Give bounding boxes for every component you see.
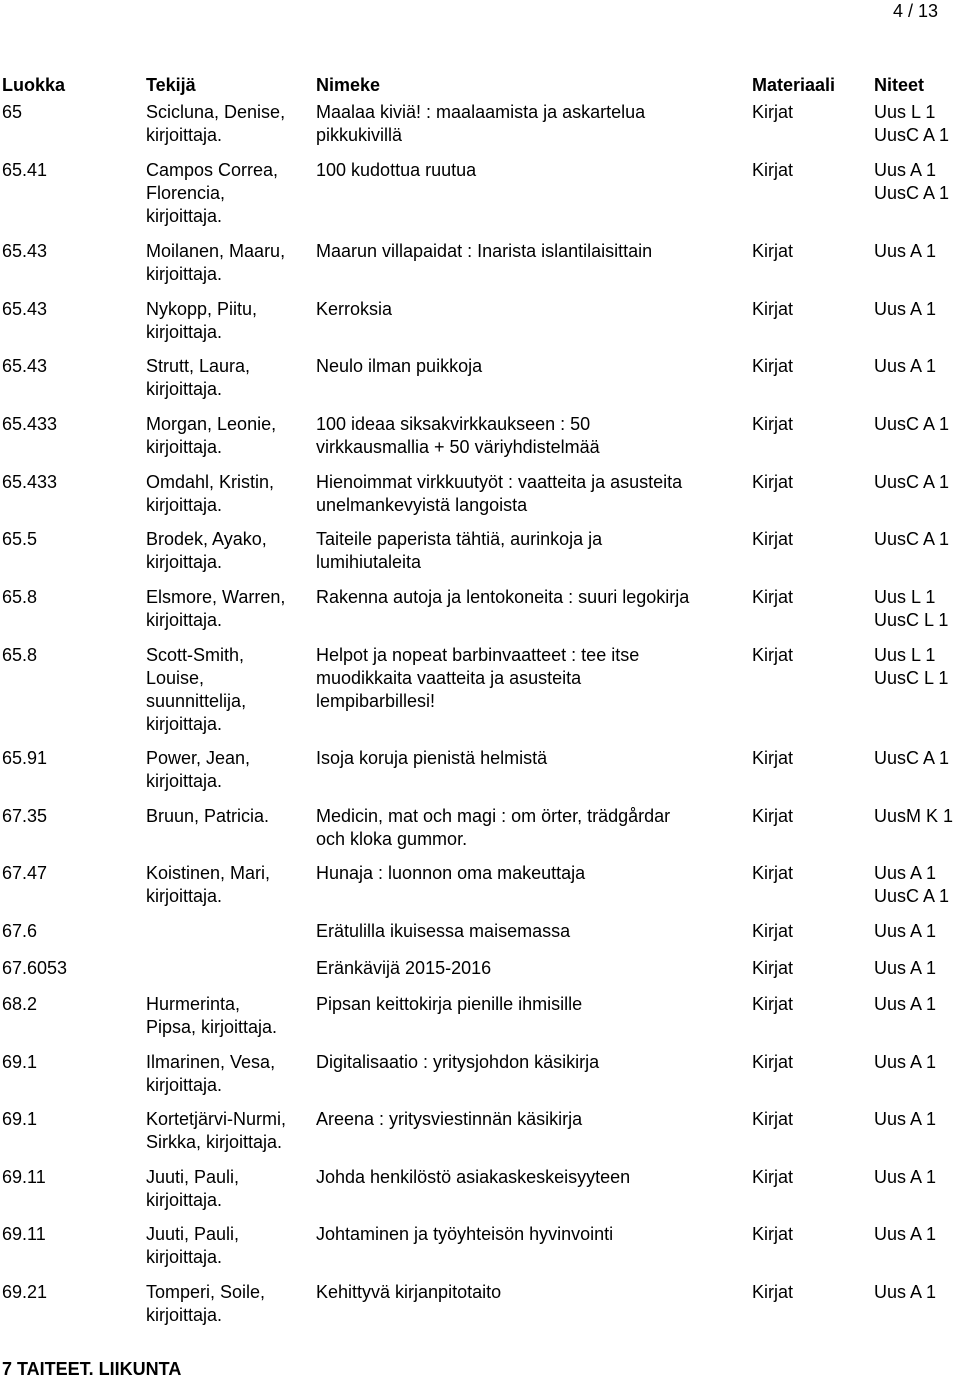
title-cell xyxy=(316,471,746,517)
title-cell-line: Hunaja : luonnon oma makeuttaja xyxy=(316,863,586,883)
copies-cell xyxy=(874,413,960,436)
class-code: 65.91 xyxy=(2,748,48,768)
class-code: 65.8 xyxy=(2,587,38,607)
author-cell-line: Juuti, Pauli, xyxy=(146,1224,240,1244)
author-cell-line: Ilmarinen, Vesa, xyxy=(146,1052,276,1072)
copies-cell-line: UusC A 1 xyxy=(874,414,950,434)
copies-cell xyxy=(874,993,960,1016)
copies-cell-line: Uus A 1 xyxy=(874,1167,937,1187)
class-code: 69.1 xyxy=(2,1052,38,1072)
title-cell xyxy=(316,1281,746,1304)
copies-cell xyxy=(874,957,960,980)
title-cell-line: Areena : yritysviestinnän käsikirja xyxy=(316,1109,583,1129)
title-cell-line: unelmankevyistä langoista xyxy=(316,495,528,515)
author-cell xyxy=(146,1223,311,1269)
author-cell-line: kirjoittaja. xyxy=(146,714,223,734)
author-cell-line: Bruun, Patricia. xyxy=(146,806,270,826)
author-cell-line: Morgan, Leonie, xyxy=(146,414,277,434)
material-cell: Kirjat xyxy=(752,102,794,122)
title-cell-line: Kehittyvä kirjanpitotaito xyxy=(316,1282,502,1302)
copies-cell xyxy=(874,805,960,828)
material-cell: Kirjat xyxy=(752,241,794,261)
author-cell-line: kirjoittaja. xyxy=(146,1190,223,1210)
copies-cell-line: UusC L 1 xyxy=(874,610,949,630)
title-cell-line: lumihiutaleita xyxy=(316,552,422,572)
author-cell-line: Louise, xyxy=(146,668,205,688)
material-cell: Kirjat xyxy=(752,299,794,319)
copies-cell xyxy=(874,1166,960,1189)
author-cell-line: Florencia, xyxy=(146,183,226,203)
author-cell-line: kirjoittaja. xyxy=(146,1305,223,1325)
copies-cell xyxy=(874,101,960,147)
material-cell: Kirjat xyxy=(752,587,794,607)
copies-cell xyxy=(874,471,960,494)
class-code: 65.41 xyxy=(2,160,48,180)
author-cell-line: Hurmerinta, xyxy=(146,994,241,1014)
copies-cell xyxy=(874,1223,960,1246)
class-code: 65.433 xyxy=(2,472,58,492)
header-material: Materiaali xyxy=(752,75,836,95)
copies-cell-line: Uus A 1 xyxy=(874,241,937,261)
author-cell-line: kirjoittaja. xyxy=(146,495,223,515)
title-cell xyxy=(316,1166,746,1189)
copies-cell-line: UusC A 1 xyxy=(874,183,950,203)
title-cell xyxy=(316,1051,746,1074)
author-cell-line: Nykopp, Piitu, xyxy=(146,299,258,319)
title-cell xyxy=(316,957,746,980)
copies-cell xyxy=(874,1281,960,1304)
title-cell xyxy=(316,159,746,182)
title-cell-line: Johda henkilöstö asiakaskeskeisyyteen xyxy=(316,1167,631,1187)
class-code: 69.11 xyxy=(2,1167,46,1187)
author-cell xyxy=(146,159,311,228)
copies-cell-line: Uus L 1 xyxy=(874,102,936,122)
author-cell-line: kirjoittaja. xyxy=(146,552,223,572)
class-code: 65 xyxy=(2,102,23,122)
material-cell: Kirjat xyxy=(752,921,794,941)
section-heading: 7 TAITEET. LIIKUNTA xyxy=(2,1359,182,1379)
copies-cell-line: Uus A 1 xyxy=(874,1282,937,1302)
class-code: 67.35 xyxy=(2,806,48,826)
table-header xyxy=(0,74,960,97)
author-cell-line: Strutt, Laura, xyxy=(146,356,251,376)
author-cell-line: Omdahl, Kristin, xyxy=(146,472,275,492)
title-cell xyxy=(316,528,746,574)
material-cell: Kirjat xyxy=(752,356,794,376)
title-cell-line: Medicin, mat och magi : om örter, trädgårdar xyxy=(316,806,671,826)
author-cell xyxy=(146,805,311,828)
author-cell xyxy=(146,862,311,908)
title-cell-line: Neulo ilman puikkoja xyxy=(316,356,483,376)
title-cell-line: Helpot ja nopeat barbinvaatteet : tee itse xyxy=(316,645,640,665)
title-cell xyxy=(316,586,746,609)
author-cell-line: kirjoittaja. xyxy=(146,771,223,791)
title-cell-line: pikkukivillä xyxy=(316,125,403,145)
title-cell xyxy=(316,1108,746,1131)
title-cell xyxy=(316,1223,746,1246)
copies-cell xyxy=(874,1108,960,1131)
title-cell-line: Isoja koruja pienistä helmistä xyxy=(316,748,548,768)
author-cell-line: kirjoittaja. xyxy=(146,206,223,226)
copies-cell-line: Uus A 1 xyxy=(874,1224,937,1244)
header-author: Tekijä xyxy=(146,75,196,95)
author-cell xyxy=(146,528,311,574)
copies-cell-line: Uus A 1 xyxy=(874,958,937,978)
copies-cell-line: Uus L 1 xyxy=(874,587,936,607)
class-code: 69.1 xyxy=(2,1109,38,1129)
copies-cell-line: UusC A 1 xyxy=(874,748,950,768)
title-cell xyxy=(316,805,746,851)
author-cell xyxy=(146,298,311,344)
class-code: 67.47 xyxy=(2,863,48,883)
author-cell-line: Sirkka, kirjoittaja. xyxy=(146,1132,283,1152)
material-cell: Kirjat xyxy=(752,994,794,1014)
material-cell: Kirjat xyxy=(752,472,794,492)
title-cell-line: Hienoimmat virkkuutyöt : vaatteita ja asusteita xyxy=(316,472,683,492)
author-cell-line: Campos Correa, xyxy=(146,160,279,180)
class-code: 67.6 xyxy=(2,921,38,941)
material-cell: Kirjat xyxy=(752,1224,794,1244)
title-cell-line: lempibarbillesi! xyxy=(316,691,436,711)
author-cell-line: Scicluna, Denise, xyxy=(146,102,286,122)
author-cell-line: Scott-Smith, xyxy=(146,645,245,665)
title-cell-line: Taiteile paperista tähtiä, aurinkoja ja xyxy=(316,529,603,549)
header-class: Luokka xyxy=(2,75,66,95)
author-cell-line: kirjoittaja. xyxy=(146,322,223,342)
author-cell xyxy=(146,471,311,517)
author-cell xyxy=(146,644,311,736)
material-cell: Kirjat xyxy=(752,529,794,549)
material-cell: Kirjat xyxy=(752,1167,794,1187)
author-cell xyxy=(146,240,311,286)
header-copies: Niteet xyxy=(874,75,925,95)
author-cell-line: Power, Jean, xyxy=(146,748,251,768)
author-cell-line: Tomperi, Soile, xyxy=(146,1282,266,1302)
title-cell-line: 100 kudottua ruutua xyxy=(316,160,477,180)
author-cell-line: Pipsa, kirjoittaja. xyxy=(146,1017,278,1037)
copies-cell xyxy=(874,862,960,908)
material-cell: Kirjat xyxy=(752,958,794,978)
title-cell-line: Erätulilla ikuisessa maisemassa xyxy=(316,921,571,941)
title-cell xyxy=(316,644,746,713)
copies-cell-line: Uus A 1 xyxy=(874,863,937,883)
title-cell xyxy=(316,101,746,147)
page-number: 4 / 13 xyxy=(892,1,938,21)
title-cell xyxy=(316,355,746,378)
class-code: 69.21 xyxy=(2,1282,48,1302)
author-cell-line: Juuti, Pauli, xyxy=(146,1167,240,1187)
copies-cell-line: Uus A 1 xyxy=(874,160,937,180)
copies-cell-line: Uus A 1 xyxy=(874,1109,937,1129)
header-title: Nimeke xyxy=(316,75,381,95)
title-cell-line: Kerroksia xyxy=(316,299,393,319)
title-cell-line: Maarun villapaidat : Inarista islantilaisittain xyxy=(316,241,653,261)
class-code: 65.433 xyxy=(2,414,58,434)
author-cell xyxy=(146,413,311,459)
title-cell xyxy=(316,747,746,770)
author-cell-line: kirjoittaja. xyxy=(146,610,223,630)
title-cell-line: Eränkävijä 2015-2016 xyxy=(316,958,492,978)
material-cell: Kirjat xyxy=(752,863,794,883)
title-cell xyxy=(316,993,746,1016)
class-code: 65.43 xyxy=(2,356,48,376)
title-cell-line: Johtaminen ja työyhteisön hyvinvointi xyxy=(316,1224,614,1244)
author-cell xyxy=(146,355,311,401)
author-cell xyxy=(146,1281,311,1327)
author-cell-line: Brodek, Ayako, xyxy=(146,529,267,549)
copies-cell xyxy=(874,644,960,690)
author-cell-line: Kortetjärvi-Nurmi, xyxy=(146,1109,287,1129)
class-code: 68.2 xyxy=(2,994,38,1014)
copies-cell-line: UusC A 1 xyxy=(874,529,950,549)
class-code: 69.11 xyxy=(2,1224,46,1244)
copies-cell xyxy=(874,1051,960,1074)
material-cell: Kirjat xyxy=(752,414,794,434)
copies-cell-line: UusC A 1 xyxy=(874,886,950,906)
copies-cell-line: UusM K 1 xyxy=(874,806,954,826)
title-cell-line: Maalaa kiviä! : maalaamista ja askartelua xyxy=(316,102,646,122)
class-code: 65.8 xyxy=(2,645,38,665)
copies-cell-line: Uus A 1 xyxy=(874,299,937,319)
title-cell-line: Pipsan keittokirja pienille ihmisille xyxy=(316,994,583,1014)
author-cell-line: kirjoittaja. xyxy=(146,437,223,457)
title-cell-line: Digitalisaatio : yritysjohdon käsikirja xyxy=(316,1052,600,1072)
copies-cell-line: Uus A 1 xyxy=(874,921,937,941)
title-cell xyxy=(316,920,746,943)
author-cell-line: Moilanen, Maaru, xyxy=(146,241,286,261)
copies-cell-line: UusC A 1 xyxy=(874,472,950,492)
class-code: 67.6053 xyxy=(2,958,68,978)
class-code: 65.5 xyxy=(2,529,38,549)
author-cell-line: Koistinen, Mari, xyxy=(146,863,271,883)
material-cell: Kirjat xyxy=(752,645,794,665)
author-cell-line: kirjoittaja. xyxy=(146,1247,223,1267)
copies-cell-line: UusC L 1 xyxy=(874,668,949,688)
title-cell-line: och kloka gummor. xyxy=(316,829,468,849)
material-cell: Kirjat xyxy=(752,748,794,768)
title-cell xyxy=(316,240,746,263)
title-cell-line: muodikkaita vaatteita ja asusteita xyxy=(316,668,582,688)
copies-cell-line: UusC A 1 xyxy=(874,125,950,145)
author-cell xyxy=(146,993,311,1039)
author-cell-line: kirjoittaja. xyxy=(146,125,223,145)
author-cell xyxy=(146,747,311,793)
title-cell-line: Rakenna autoja ja lentokoneita : suuri legokirja xyxy=(316,587,690,607)
class-code: 65.43 xyxy=(2,299,48,319)
material-cell: Kirjat xyxy=(752,160,794,180)
material-cell: Kirjat xyxy=(752,1052,794,1072)
copies-cell-line: Uus A 1 xyxy=(874,356,937,376)
title-cell-line: 100 ideaa siksakvirkkaukseen : 50 xyxy=(316,414,591,434)
class-code: 65.43 xyxy=(2,241,48,261)
author-cell xyxy=(146,101,311,147)
copies-cell xyxy=(874,586,960,632)
author-cell xyxy=(146,1108,311,1154)
copies-cell-line: Uus L 1 xyxy=(874,645,936,665)
author-cell xyxy=(146,1051,311,1097)
copies-cell-line: Uus A 1 xyxy=(874,1052,937,1072)
copies-cell xyxy=(874,159,960,205)
author-cell-line: kirjoittaja. xyxy=(146,1075,223,1095)
title-cell xyxy=(316,413,746,459)
copies-cell xyxy=(874,747,960,770)
author-cell xyxy=(146,586,311,632)
author-cell-line: Elsmore, Warren, xyxy=(146,587,286,607)
material-cell: Kirjat xyxy=(752,806,794,826)
material-cell: Kirjat xyxy=(752,1109,794,1129)
title-cell xyxy=(316,862,746,885)
copies-cell xyxy=(874,355,960,378)
copies-cell xyxy=(874,298,960,321)
material-cell: Kirjat xyxy=(752,1282,794,1302)
copies-cell xyxy=(874,920,960,943)
author-cell-line: suunnittelija, xyxy=(146,691,247,711)
copies-cell xyxy=(874,240,960,263)
title-cell xyxy=(316,298,746,321)
author-cell-line: kirjoittaja. xyxy=(146,264,223,284)
author-cell xyxy=(146,1166,311,1212)
author-cell-line: kirjoittaja. xyxy=(146,886,223,906)
copies-cell-line: Uus A 1 xyxy=(874,994,937,1014)
title-cell-line: virkkausmallia + 50 väriyhdistelmää xyxy=(316,437,600,457)
author-cell-line: kirjoittaja. xyxy=(146,379,223,399)
copies-cell xyxy=(874,528,960,551)
